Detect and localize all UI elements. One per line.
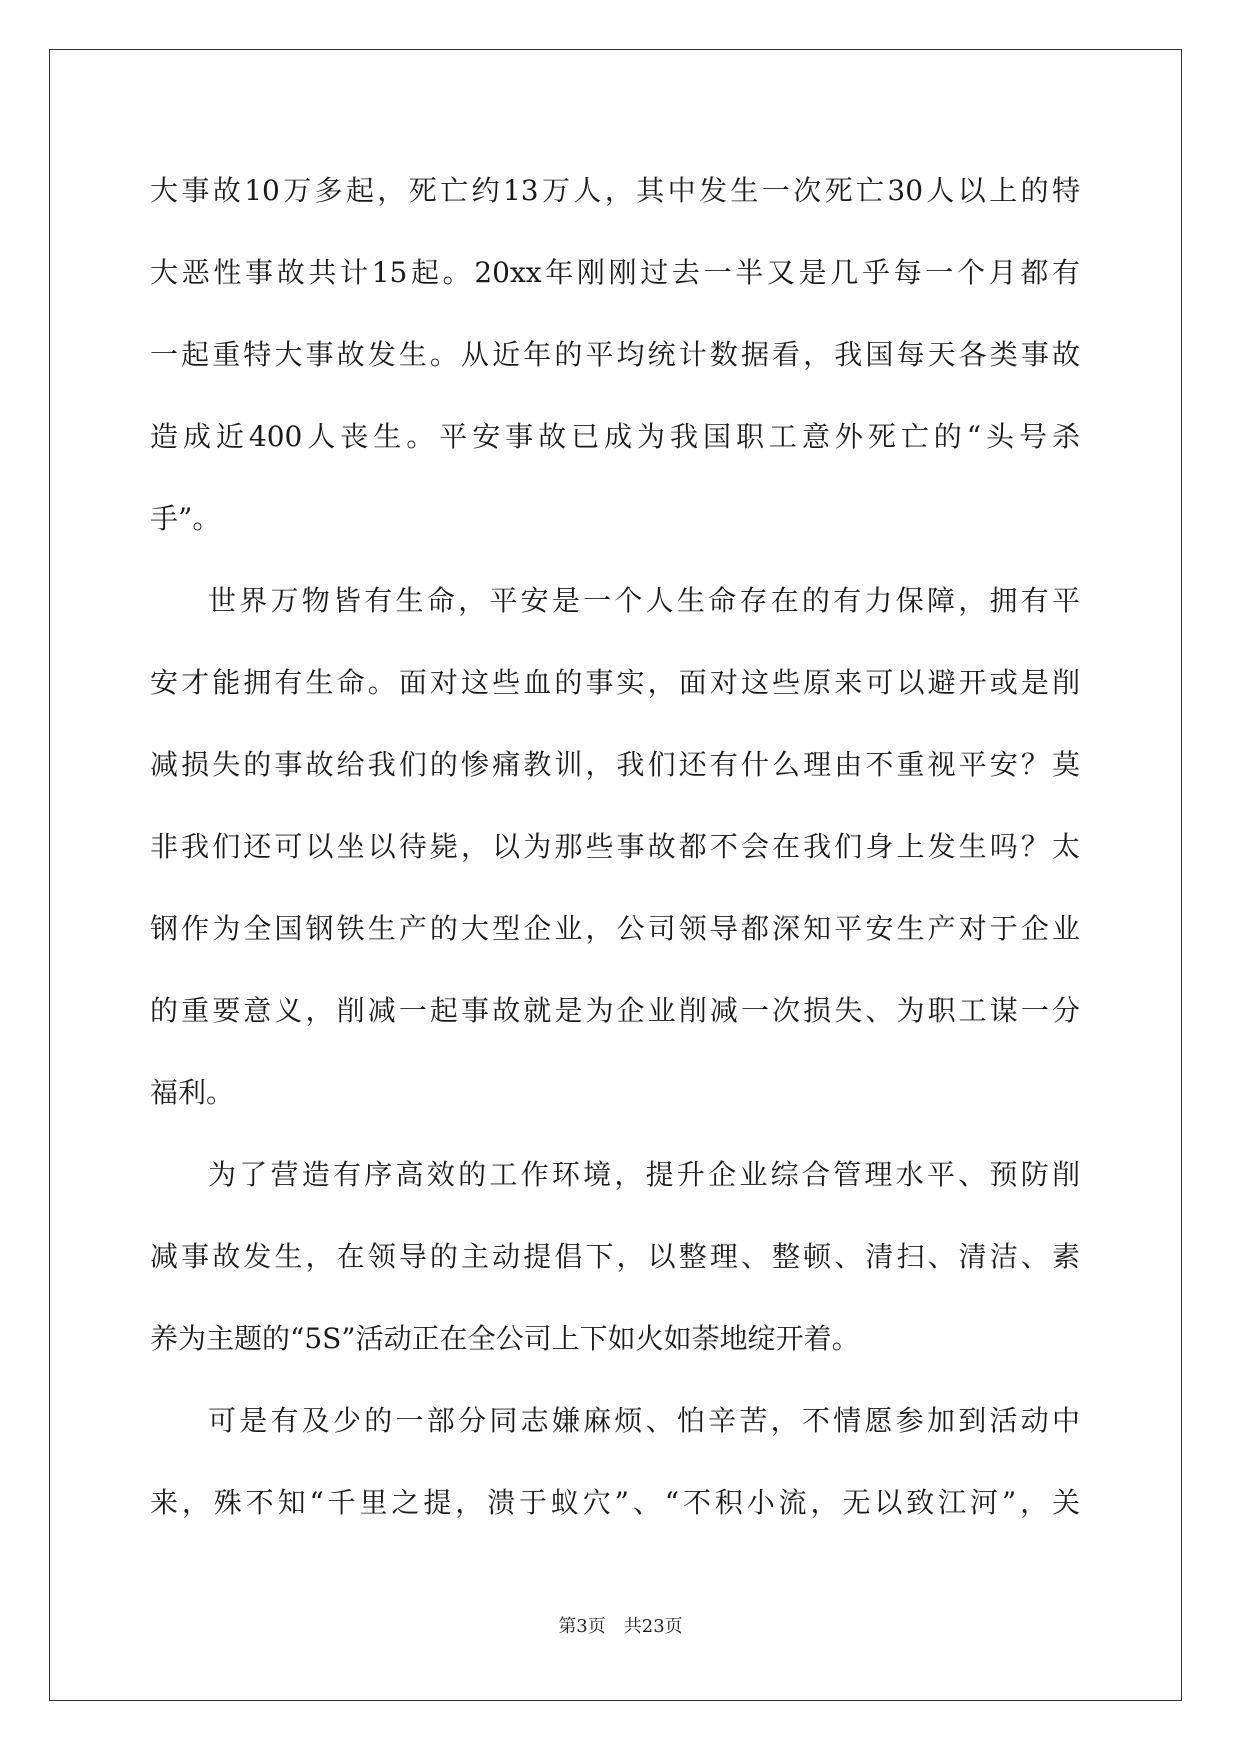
text-line: 造成近400人丧生。平安事故已成为我国职工意外死亡的“头号杀 (150, 420, 1080, 453)
text-line: 钢作为全国钢铁生产的大型企业，公司领导都深知平安生产对于企业 (150, 912, 1080, 945)
text-line: 大事故10万多起，死亡约13万人，其中发生一次死亡30人以上的特 (150, 174, 1080, 207)
paragraph-start-line: 可是有及少的一部分同志嫌麻烦、怕辛苦，不情愿参加到活动中 (208, 1404, 1080, 1437)
text-line: 福利。 (150, 1076, 235, 1109)
paragraph-start-line: 世界万物皆有生命，平安是一个人生命存在的有力保障，拥有平 (208, 584, 1080, 617)
text-line: 的重要意义，削减一起事故就是为企业削减一次损失、为职工谋一分 (150, 994, 1080, 1027)
text-line: 减事故发生，在领导的主动提倡下，以整理、整顿、清扫、清洁、素 (150, 1240, 1080, 1273)
text-line: 大恶性事故共计15起。20xx年刚刚过去一半又是几乎每一个月都有 (150, 256, 1080, 289)
text-line: 养为主题的“5S”活动正在全公司上下如火如荼地绽开着。 (150, 1322, 860, 1355)
text-line: 非我们还可以坐以待毙，以为那些事故都不会在我们身上发生吗？太 (150, 830, 1080, 863)
page-number: 第3页 (558, 1616, 606, 1637)
text-line: 手”。 (150, 502, 221, 535)
page-total: 共23页 (623, 1616, 683, 1637)
text-line: 减损失的事故给我们的惨痛教训，我们还有什么理由不重视平安？莫 (150, 748, 1080, 781)
text-line: 安才能拥有生命。面对这些血的事实，面对这些原来可以避开或是削 (150, 666, 1080, 699)
page-footer (0, 1612, 1241, 1638)
document-body (150, 150, 1080, 1544)
paragraph-start-line: 为了营造有序高效的工作环境，提升企业综合管理水平、预防削 (208, 1158, 1080, 1191)
text-line: 来，殊不知“千里之提，溃于蚁穴”、“不积小流，无以致江河”，关 (150, 1486, 1080, 1519)
text-line: 一起重特大事故发生。从近年的平均统计数据看，我国每天各类事故 (150, 338, 1080, 371)
